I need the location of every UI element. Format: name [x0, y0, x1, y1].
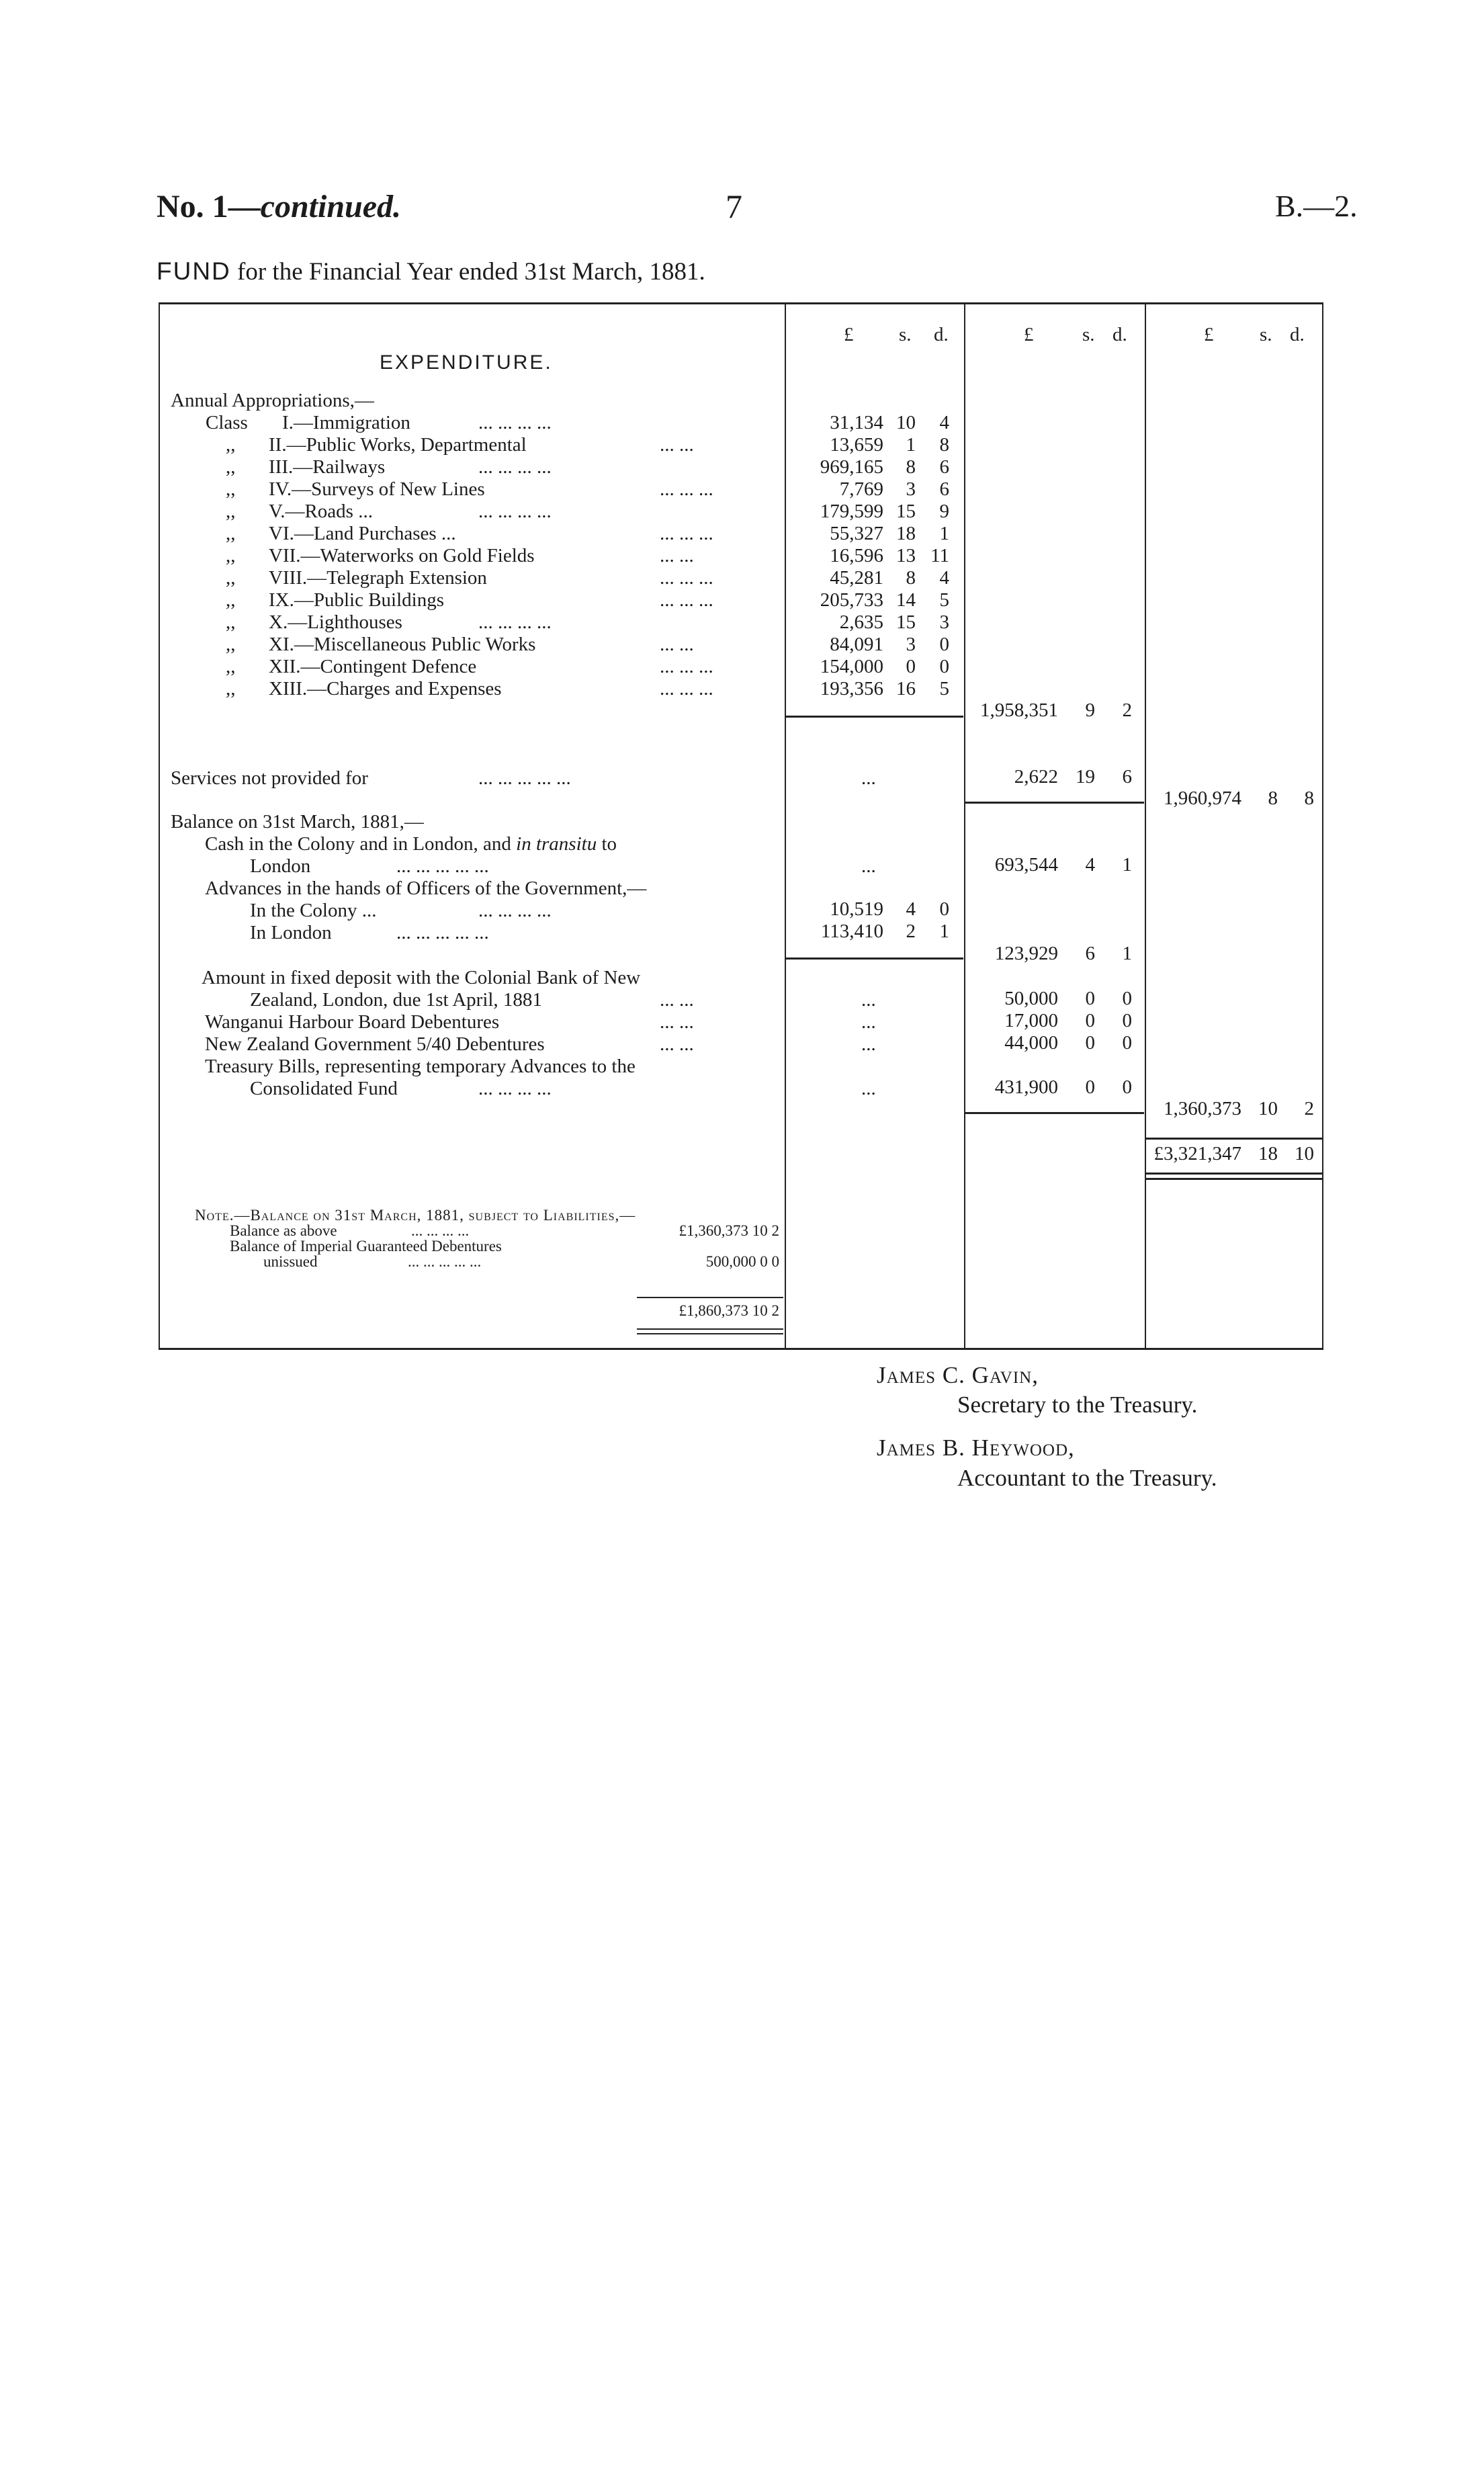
appropriation-leader-dots: ... ... ... [660, 589, 713, 611]
annual-appropriations-label: Annual Appropriations,— [171, 390, 374, 411]
appropriation-shillings: 13 [896, 545, 916, 566]
appropriation-leader-dots: ... ... ... ... [478, 412, 552, 433]
appropriation-shillings: 15 [896, 611, 916, 633]
appropriation-shillings: 14 [896, 589, 916, 611]
table-left-border [159, 303, 160, 1349]
col1-d-header: d. [934, 324, 949, 345]
balance-rule [965, 1112, 1144, 1114]
treasury-pounds: 431,900 [994, 1076, 1058, 1098]
appropriation-class-prefix: ,, [226, 545, 236, 566]
appropriation-pence: 8 [939, 434, 949, 456]
nz-debentures-pounds: 44,000 [1004, 1032, 1058, 1054]
col1-s-header: s. [899, 324, 912, 345]
section-heading: EXPENDITURE. [380, 351, 553, 374]
appropriation-pounds: 45,281 [830, 567, 883, 589]
expenditure-total-s: 8 [1268, 788, 1278, 809]
appropriation-shillings: 8 [906, 567, 916, 589]
page-number: 7 [726, 187, 742, 225]
appropriation-class-prefix: ,, [226, 567, 236, 589]
treasury-s: 0 [1085, 1076, 1095, 1098]
appropriation-pounds: 13,659 [830, 434, 883, 456]
deposit-label-line2: Zealand, London, due 1st April, 1881 [250, 989, 542, 1011]
appropriation-shillings: 3 [906, 634, 916, 655]
nz-debentures-label: New Zealand Government 5/40 Debentures [205, 1033, 545, 1055]
annual-total-d: 2 [1122, 699, 1132, 721]
appropriation-class-prefix: ,, [226, 678, 236, 699]
balance-label: Balance on 31st March, 1881,— [171, 811, 424, 833]
appropriation-label: IV.—Surveys of New Lines [269, 478, 485, 500]
col2-s-header: s. [1082, 324, 1095, 345]
col1-pound-header: £ [844, 324, 854, 345]
note-line1-label: Balance as above [230, 1222, 337, 1239]
london-leader-dots: ... ... ... ... ... [396, 922, 489, 943]
cash-d: 1 [1122, 854, 1132, 876]
cash-label-line2: London [250, 855, 311, 877]
appropriation-pence: 9 [939, 501, 949, 522]
wanganui-d: 0 [1122, 1010, 1132, 1031]
appropriation-class-prefix: ,, [226, 656, 236, 677]
appropriation-pence: 0 [939, 634, 949, 655]
colony-pounds: 10,519 [830, 898, 883, 920]
appropriation-pounds: 205,733 [820, 589, 883, 611]
appropriation-leader-dots: ... ... [660, 434, 694, 456]
appropriation-pounds: 84,091 [830, 634, 883, 655]
expenditure-total-pounds: 1,960,974 [1164, 788, 1241, 809]
appropriation-pence: 6 [939, 456, 949, 478]
appropriation-pence: 5 [939, 678, 949, 699]
note-total-rule-2 [637, 1333, 783, 1334]
advances-total-pounds: 123,929 [994, 943, 1058, 964]
appropriation-class-prefix: ,, [226, 611, 236, 633]
appropriation-leader-dots: ... ... ... [660, 523, 713, 544]
treasury-d: 0 [1122, 1076, 1132, 1098]
appropriation-shillings: 0 [906, 656, 916, 677]
grand-total-rule-1 [1146, 1173, 1322, 1175]
deposit-leader-dots: ... ... [660, 989, 694, 1011]
appropriation-shillings: 1 [906, 434, 916, 456]
advances-label: Advances in the hands of Officers of the Government,— [205, 878, 647, 899]
wanganui-col1-dots: ... [861, 1011, 876, 1033]
advances-total-s: 6 [1085, 943, 1095, 964]
table-right-border [1322, 303, 1323, 1349]
appropriation-pence: 4 [939, 567, 949, 589]
appropriation-label: X.—Lighthouses [269, 611, 402, 633]
grand-total-rule-2 [1146, 1178, 1322, 1180]
page-subtitle: FUND for the Financial Year ended 31st March, 1881. [157, 257, 705, 286]
deposit-label-line1: Amount in fixed deposit with the Colonial Bank of New [202, 967, 641, 988]
appropriation-class-prefix: ,, [226, 501, 236, 522]
appropriation-label: V.—Roads ... [269, 501, 373, 522]
table-top-rule [159, 302, 1323, 304]
appropriation-class-prefix: ,, [226, 589, 236, 611]
signatory-1-title: Secretary to the Treasury. [957, 1392, 1198, 1418]
appropriation-label: VI.—Land Purchases ... [269, 523, 456, 544]
note-line2-label-b: unissued [263, 1253, 318, 1270]
appropriation-label: VIII.—Telegraph Extension [269, 567, 487, 589]
signatory-2-title: Accountant to the Treasury. [957, 1465, 1217, 1491]
appropriation-label: XI.—Miscellaneous Public Works [269, 634, 536, 655]
wanganui-leader-dots: ... ... [660, 1011, 694, 1033]
appropriation-leader-dots: ... ... ... ... [478, 611, 552, 633]
balance-total-pounds: 1,360,373 [1164, 1098, 1241, 1119]
appropriation-pounds: 55,327 [830, 523, 883, 544]
appropriation-pence: 1 [939, 523, 949, 544]
appropriation-pence: 6 [939, 478, 949, 500]
london-d: 1 [939, 921, 949, 942]
balance-total-s: 10 [1258, 1098, 1278, 1119]
annual-subtotal-rule [786, 716, 963, 718]
appropriation-class-prefix: ,, [226, 434, 236, 456]
appropriation-leader-dots: ... ... [660, 634, 694, 655]
wanganui-label: Wanganui Harbour Board Debentures [205, 1011, 500, 1033]
appropriation-leader-dots: ... ... ... [660, 656, 713, 677]
appropriation-leader-dots: ... ... [660, 545, 694, 566]
london-pounds: 113,410 [820, 921, 883, 942]
appropriation-pounds: 193,356 [820, 678, 883, 699]
col2-pound-header: £ [1024, 324, 1034, 345]
appropriation-shillings: 15 [896, 501, 916, 522]
appropriation-leader-dots: ... ... ... [660, 478, 713, 500]
appropriation-label: XII.—Contingent Defence [269, 656, 477, 677]
deposit-s: 0 [1085, 988, 1095, 1009]
appropriation-class-prefix: ,, [226, 478, 236, 500]
appropriation-pence: 4 [939, 412, 949, 433]
colony-label: In the Colony ... [250, 900, 377, 921]
advances-total-d: 1 [1122, 943, 1132, 964]
appropriation-pounds: 969,165 [820, 456, 883, 478]
note-total-rule-1 [637, 1328, 783, 1330]
deposit-col1-dots: ... [861, 989, 876, 1011]
appropriation-label: VII.—Waterworks on Gold Fields [269, 545, 535, 566]
appropriation-pence: 11 [930, 545, 949, 566]
nz-debentures-s: 0 [1085, 1032, 1095, 1054]
cash-pounds: 693,544 [994, 854, 1058, 876]
grand-total-s: 18 [1258, 1143, 1278, 1164]
appropriation-shillings: 8 [906, 456, 916, 478]
appropriation-class-prefix: Class [206, 412, 248, 433]
appropriation-label: II.—Public Works, Departmental [269, 434, 527, 456]
treasury-label-line1: Treasury Bills, representing temporary Advances to the [205, 1056, 636, 1077]
services-col1-dots: ... [861, 767, 876, 789]
nz-debentures-d: 0 [1122, 1032, 1132, 1054]
appropriation-label: III.—Railways [269, 456, 386, 478]
services-label: Services not provided for [171, 767, 368, 789]
appropriation-pounds: 7,769 [839, 478, 883, 500]
grand-total-top-rule [1146, 1138, 1322, 1140]
col3-d-header: d. [1290, 324, 1305, 345]
appropriation-pence: 0 [939, 656, 949, 677]
appropriation-pence: 3 [939, 611, 949, 633]
balance-total-d: 2 [1304, 1098, 1314, 1119]
col2-d-header: d. [1112, 324, 1127, 345]
appropriation-shillings: 3 [906, 478, 916, 500]
appropriation-label: XIII.—Charges and Expenses [269, 678, 502, 699]
cash-s: 4 [1085, 854, 1095, 876]
appropriation-pounds: 2,635 [839, 611, 883, 633]
appropriation-pence: 5 [939, 589, 949, 611]
grand-total-d: 10 [1295, 1143, 1314, 1164]
appropriation-class-prefix: ,, [226, 456, 236, 478]
appropriation-leader-dots: ... ... ... [660, 567, 713, 589]
treasury-col1-dots: ... [861, 1078, 876, 1099]
nz-debentures-leader-dots: ... ... [660, 1033, 694, 1055]
signatory-1-name: James C. Gavin, [877, 1362, 1039, 1388]
deposit-pounds: 50,000 [1004, 988, 1058, 1009]
services-d: 6 [1122, 766, 1132, 788]
cash-label-line1: Cash in the Colony and in London, and in transitu to [205, 833, 617, 855]
note-line2-amount: 500,000 0 0 [705, 1253, 779, 1270]
annual-total-pounds: 1,958,351 [980, 699, 1058, 721]
page-header-number: No. 1—continued. [157, 189, 402, 224]
london-label: In London [250, 922, 332, 943]
colony-d: 0 [939, 898, 949, 920]
colony-leader-dots: ... ... ... ... [478, 900, 552, 921]
appropriation-shillings: 18 [896, 523, 916, 544]
appropriation-leader-dots: ... ... ... [660, 678, 713, 699]
note-line1-dots: ... ... ... ... [411, 1222, 470, 1239]
note-line1-amount: £1,360,373 10 2 [679, 1222, 779, 1239]
services-pounds: 2,622 [1014, 766, 1058, 788]
expenditure-total-d: 8 [1304, 788, 1314, 809]
annual-total-s: 9 [1085, 699, 1095, 721]
wanganui-pounds: 17,000 [1004, 1010, 1058, 1031]
signatory-2-name: James B. Heywood, [877, 1435, 1075, 1461]
appropriation-pounds: 16,596 [830, 545, 883, 566]
wanganui-s: 0 [1085, 1010, 1095, 1031]
colony-s: 4 [906, 898, 916, 920]
appropriation-label: I.—Immigration [282, 412, 410, 433]
column-divider-2 [964, 303, 965, 1349]
london-s: 2 [906, 921, 916, 942]
advances-rule [786, 958, 963, 960]
treasury-leader-dots: ... ... ... ... [478, 1078, 552, 1099]
grand-total-pounds: £3,321,347 [1153, 1143, 1241, 1164]
cash-col1-dots: ... [861, 855, 876, 877]
note-total-top-rule [637, 1297, 783, 1298]
services-rule [965, 802, 1144, 804]
document-reference: B.—2. [1275, 189, 1358, 223]
appropriation-leader-dots: ... ... ... ... [478, 501, 552, 522]
column-divider-3 [1145, 303, 1146, 1349]
appropriation-pounds: 31,134 [830, 412, 883, 433]
appropriation-class-prefix: ,, [226, 523, 236, 544]
appropriation-shillings: 10 [896, 412, 916, 433]
treasury-label-line2: Consolidated Fund [250, 1078, 398, 1099]
appropriation-shillings: 16 [896, 678, 916, 699]
appropriation-pounds: 154,000 [820, 656, 883, 677]
cash-leader-dots: ... ... ... ... ... [396, 855, 489, 877]
services-leader-dots: ... ... ... ... ... [478, 767, 571, 789]
table-bottom-rule [159, 1348, 1323, 1350]
note-title: Note.—Balance on 31st March, 1881, subject to Liabilities,— [195, 1207, 636, 1224]
appropriation-class-prefix: ,, [226, 634, 236, 655]
services-s: 19 [1076, 766, 1095, 788]
nz-debentures-col1-dots: ... [861, 1033, 876, 1055]
note-line2-dots: ... ... ... ... ... [408, 1253, 482, 1270]
note-total: £1,860,373 10 2 [679, 1302, 779, 1319]
appropriation-label: IX.—Public Buildings [269, 589, 445, 611]
deposit-d: 0 [1122, 988, 1132, 1009]
appropriation-pounds: 179,599 [820, 501, 883, 522]
col3-s-header: s. [1260, 324, 1272, 345]
column-divider-1 [785, 303, 786, 1349]
col3-pound-header: £ [1204, 324, 1214, 345]
note-line2-label-a: Balance of Imperial Guaranteed Debentures [230, 1238, 502, 1254]
appropriation-leader-dots: ... ... ... ... [478, 456, 552, 478]
